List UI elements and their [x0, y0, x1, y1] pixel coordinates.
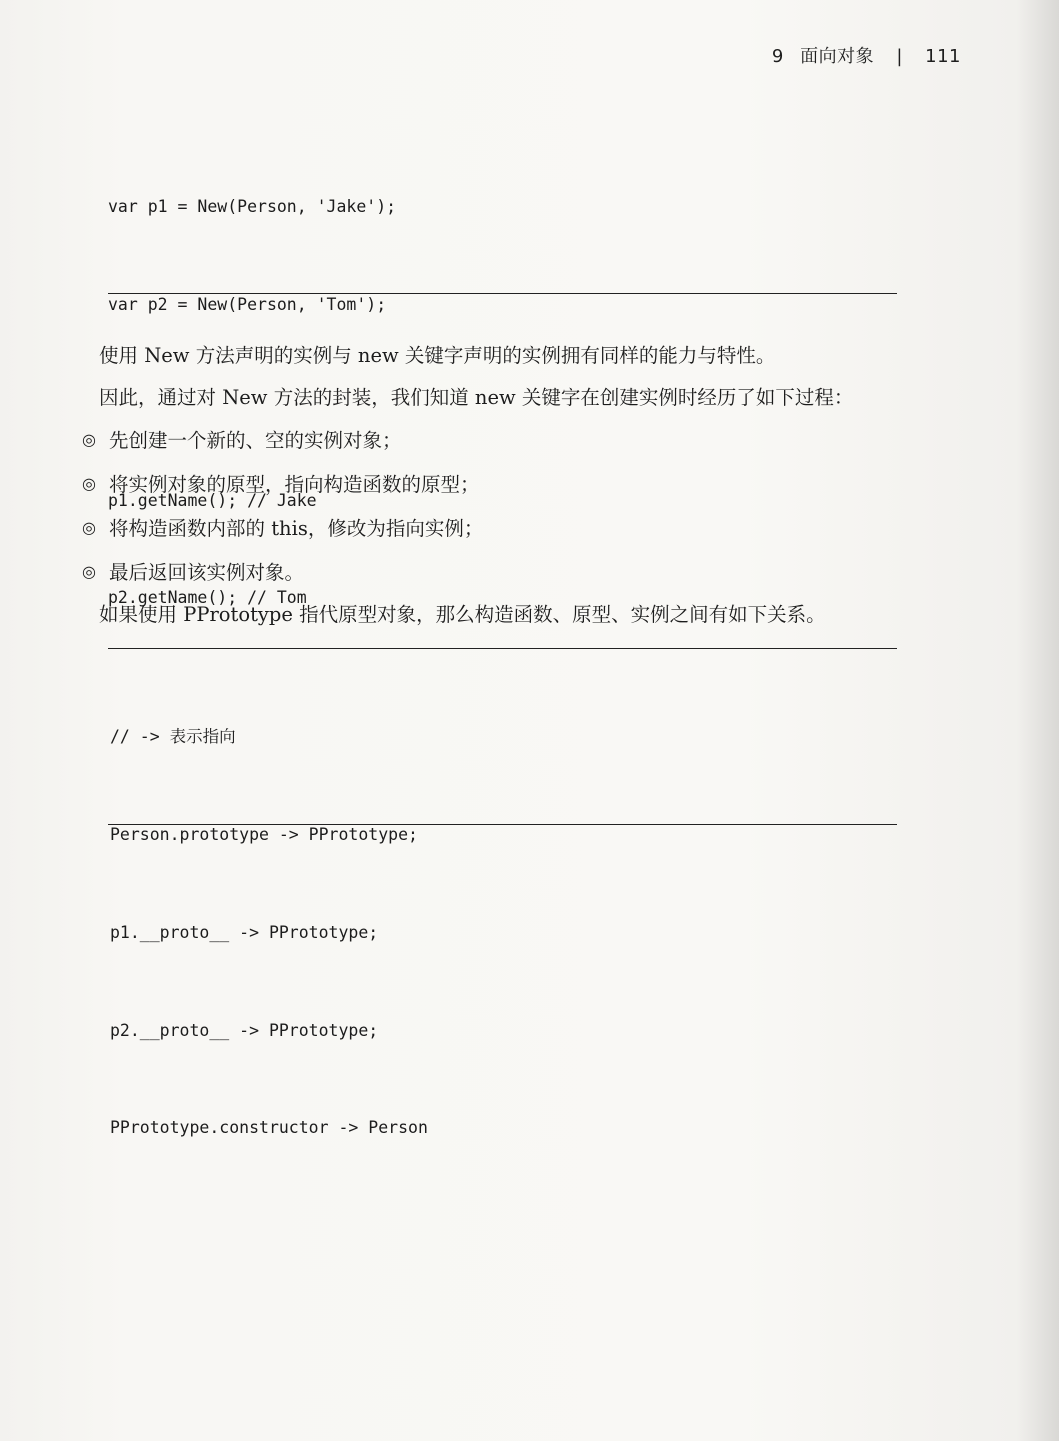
header-separator: |: [896, 46, 903, 67]
bullet-mark: ◎: [82, 562, 96, 581]
code-block-rule: [108, 648, 897, 649]
code-line: var p2 = New(Person, 'Tom');: [108, 294, 387, 314]
code-block-rule: [108, 824, 897, 825]
code-line: Person.prototype -> PPrototype;: [110, 824, 418, 844]
code-line: p2.__proto__ -> PPrototype;: [110, 1020, 379, 1040]
list-item-text: 将构造函数内部的 this，修改为指向实例；: [109, 517, 484, 540]
running-header: [772, 42, 961, 68]
page-number: 111: [925, 46, 961, 67]
chapter-title: 面向对象: [800, 46, 875, 67]
bullet-mark: ◎: [82, 518, 96, 537]
code-comment-line: // -> 表示指向: [110, 727, 236, 747]
code-block-prototype-relations: [110, 656, 428, 1210]
body-paragraph: 如果使用 PPrototype 指代原型对象，那么构造函数、原型、实例之间有如下关系。: [99, 603, 826, 626]
code-line: p1.getName(); // Jake: [108, 490, 317, 510]
chapter-number: 9: [771, 46, 784, 67]
code-line: PPrototype.constructor -> Person: [110, 1118, 428, 1138]
body-paragraph: 因此，通过对 New 方法的封装，我们知道 new 关键字在创建实例时经历了如下过程：: [99, 386, 854, 409]
code-block-rule: [108, 293, 897, 294]
list-item: [82, 425, 402, 453]
list-item: [82, 557, 304, 585]
list-item-text: 最后返回该实例对象。: [109, 561, 305, 584]
list-item-text: 将实例对象的原型，指向构造函数的原型；: [109, 473, 480, 496]
code-line: var p1 = New(Person, 'Jake');: [108, 197, 397, 217]
list-item: [82, 513, 483, 541]
body-paragraph: 使用 New 方法声明的实例与 new 关键字声明的实例拥有同样的能力与特性。: [99, 344, 776, 367]
bullet-mark: ◎: [82, 474, 96, 493]
bullet-mark: ◎: [82, 430, 96, 449]
list-item-text: 先创建一个新的、空的实例对象；: [109, 429, 402, 452]
code-line: p2.getName(); // Tom: [108, 588, 307, 608]
code-line: p1.__proto__ -> PPrototype;: [110, 922, 379, 942]
list-item: [82, 469, 480, 497]
